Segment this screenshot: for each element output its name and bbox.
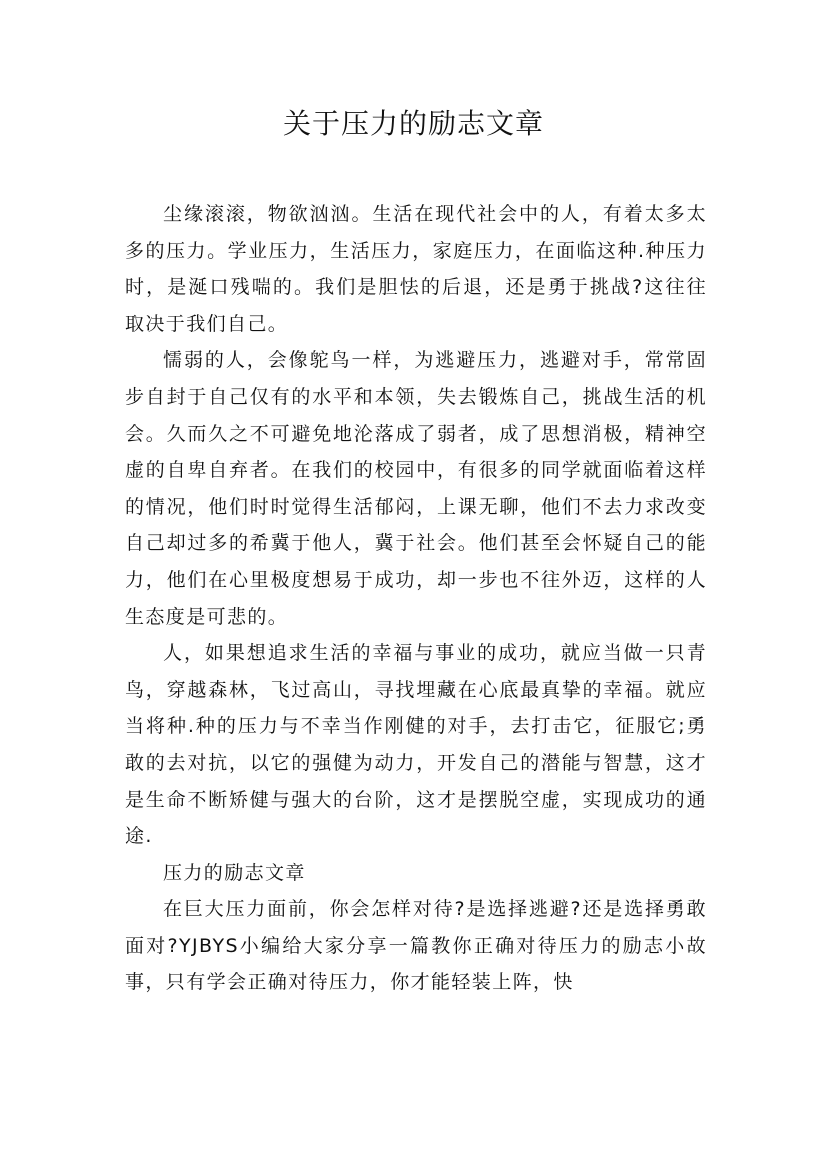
paragraph-1: 尘缘滚滚，物欲汹汹。生活在现代社会中的人，有着太多太多的压力。学业压力，生活压力，家庭压力，在面临这种.种压力时，是涎口残喘的。我们是胆怯的后退，还是勇于挑战?这往往取决于我们自己。 — [125, 203, 707, 335]
paragraph-4: 在巨大压力面前，你会怎样对待?是选择逃避?还是选择勇敢面对?YJBYS小编给大家分享一篇教你正确对待压力的励志小故事，只有学会正确对待压力，你才能轻装上阵，快 — [125, 898, 707, 994]
document-title: 关于压力的励志文章 — [282, 107, 544, 140]
section-heading: 压力的励志文章 — [163, 861, 306, 884]
document-body — [125, 196, 707, 1001]
paragraph-3: 人，如果想追求生活的幸福与事业的成功，就应当做一只青鸟，穿越森林，飞过高山，寻找埋藏在心底最真挚的幸福。就应当将种.种的压力与不幸当作刚健的对手，去打击它，征服它;勇敢的去对抗，以它的强健为动力，开发自己的潜能与智慧，这才是生命不断矫健与强大的台阶，这才是摆脱空虚，实现成功的通途. — [125, 642, 707, 848]
paragraph-2: 懦弱的人，会像鸵鸟一样，为逃避压力，逃避对手，常常固步自封于自己仅有的水平和本领，失去锻炼自己，挑战生活的机会。久而久之不可避免地沦落成了弱者，成了思想消极，精神空虚的自卑自弃者。在我们的校园中，有很多的同学就面临着这样的情况，他们时时觉得生活郁闷，上课无聊，他们不去力求改变自己却过多的希冀于他人，冀于社会。他们甚至会怀疑自己的能力，他们在心里极度想易于成功，却一步也不往外迈，这样的人生态度是可悲的。 — [125, 349, 707, 628]
